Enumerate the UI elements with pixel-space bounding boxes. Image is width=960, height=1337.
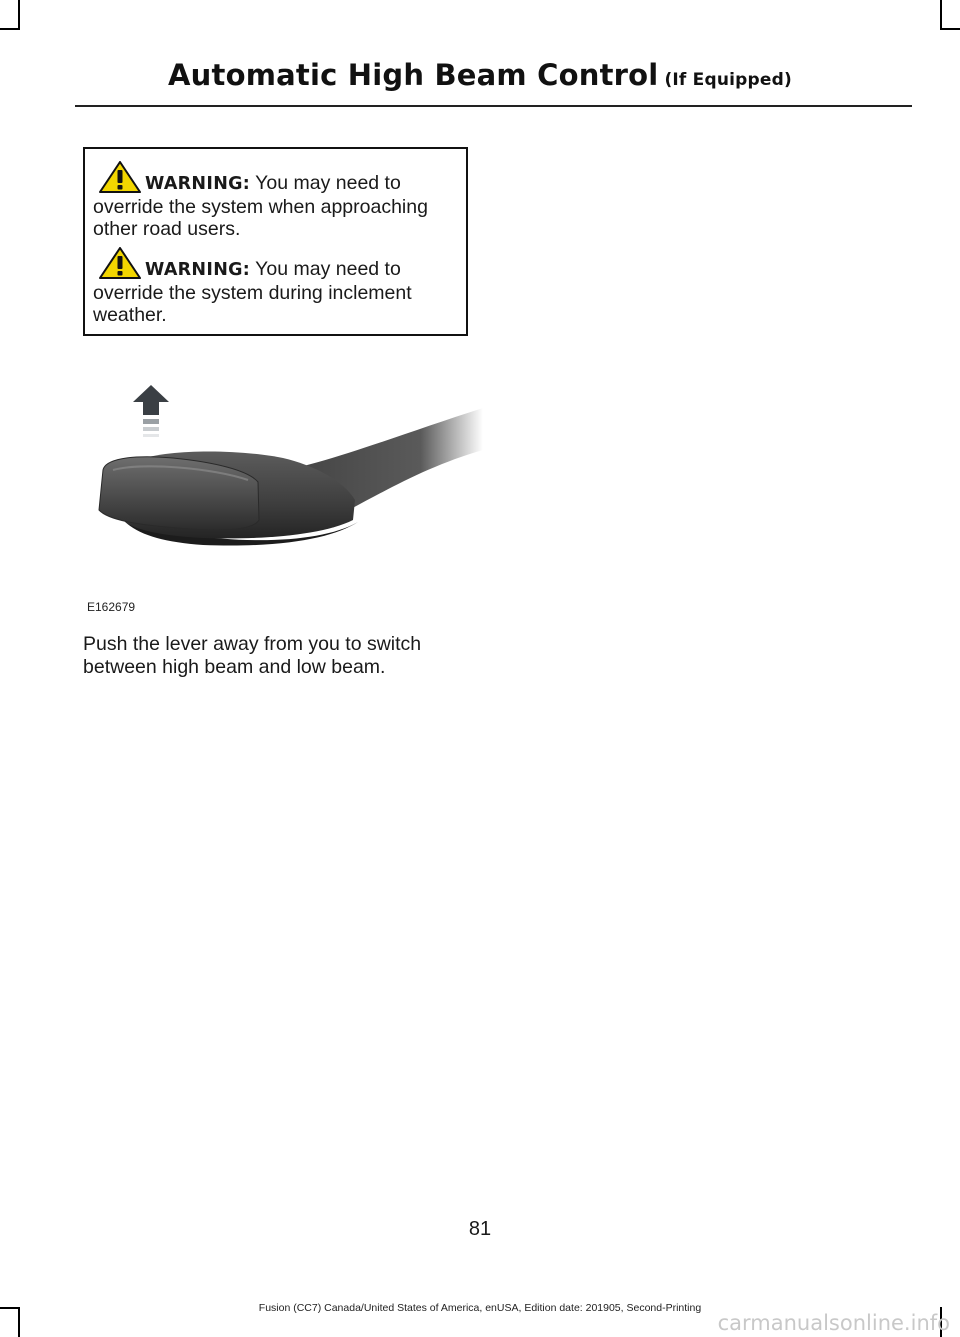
crop-mark: [18, 0, 20, 30]
warning-text: You may need to override the system during inclement weather.: [93, 258, 412, 326]
warning-label: WARNING:: [145, 260, 251, 280]
body-paragraph: Push the lever away from you to switch between high beam and low beam.: [83, 633, 422, 678]
warning-item: [93, 161, 463, 241]
arrow-up-icon: [133, 385, 169, 437]
warning-text: You may need to override the system when approaching other road users.: [93, 172, 428, 240]
crop-mark: [940, 0, 942, 30]
warning-box: [83, 147, 468, 336]
warning-label: WARNING:: [145, 174, 251, 194]
warning-triangle-icon: [99, 161, 141, 193]
warning-item: [93, 247, 463, 327]
footer-edition: Fusion (CC7) Canada/United States of America, enUSA, Edition date: 201905, Second-Printing: [258, 1302, 702, 1314]
page-number: 81: [468, 1218, 492, 1240]
page-title-main: Automatic High Beam Control: [168, 58, 659, 92]
warning-triangle-icon: [99, 247, 141, 279]
figure-code: E162679: [87, 600, 136, 614]
header-divider: [75, 105, 912, 107]
page-title-suffix: (If Equipped): [664, 70, 792, 90]
watermark: carmanualsonline.info: [717, 1311, 950, 1335]
crop-mark: [940, 28, 960, 30]
lever-illustration: [83, 370, 483, 620]
crop-mark: [0, 28, 20, 30]
page-title: [0, 58, 960, 92]
